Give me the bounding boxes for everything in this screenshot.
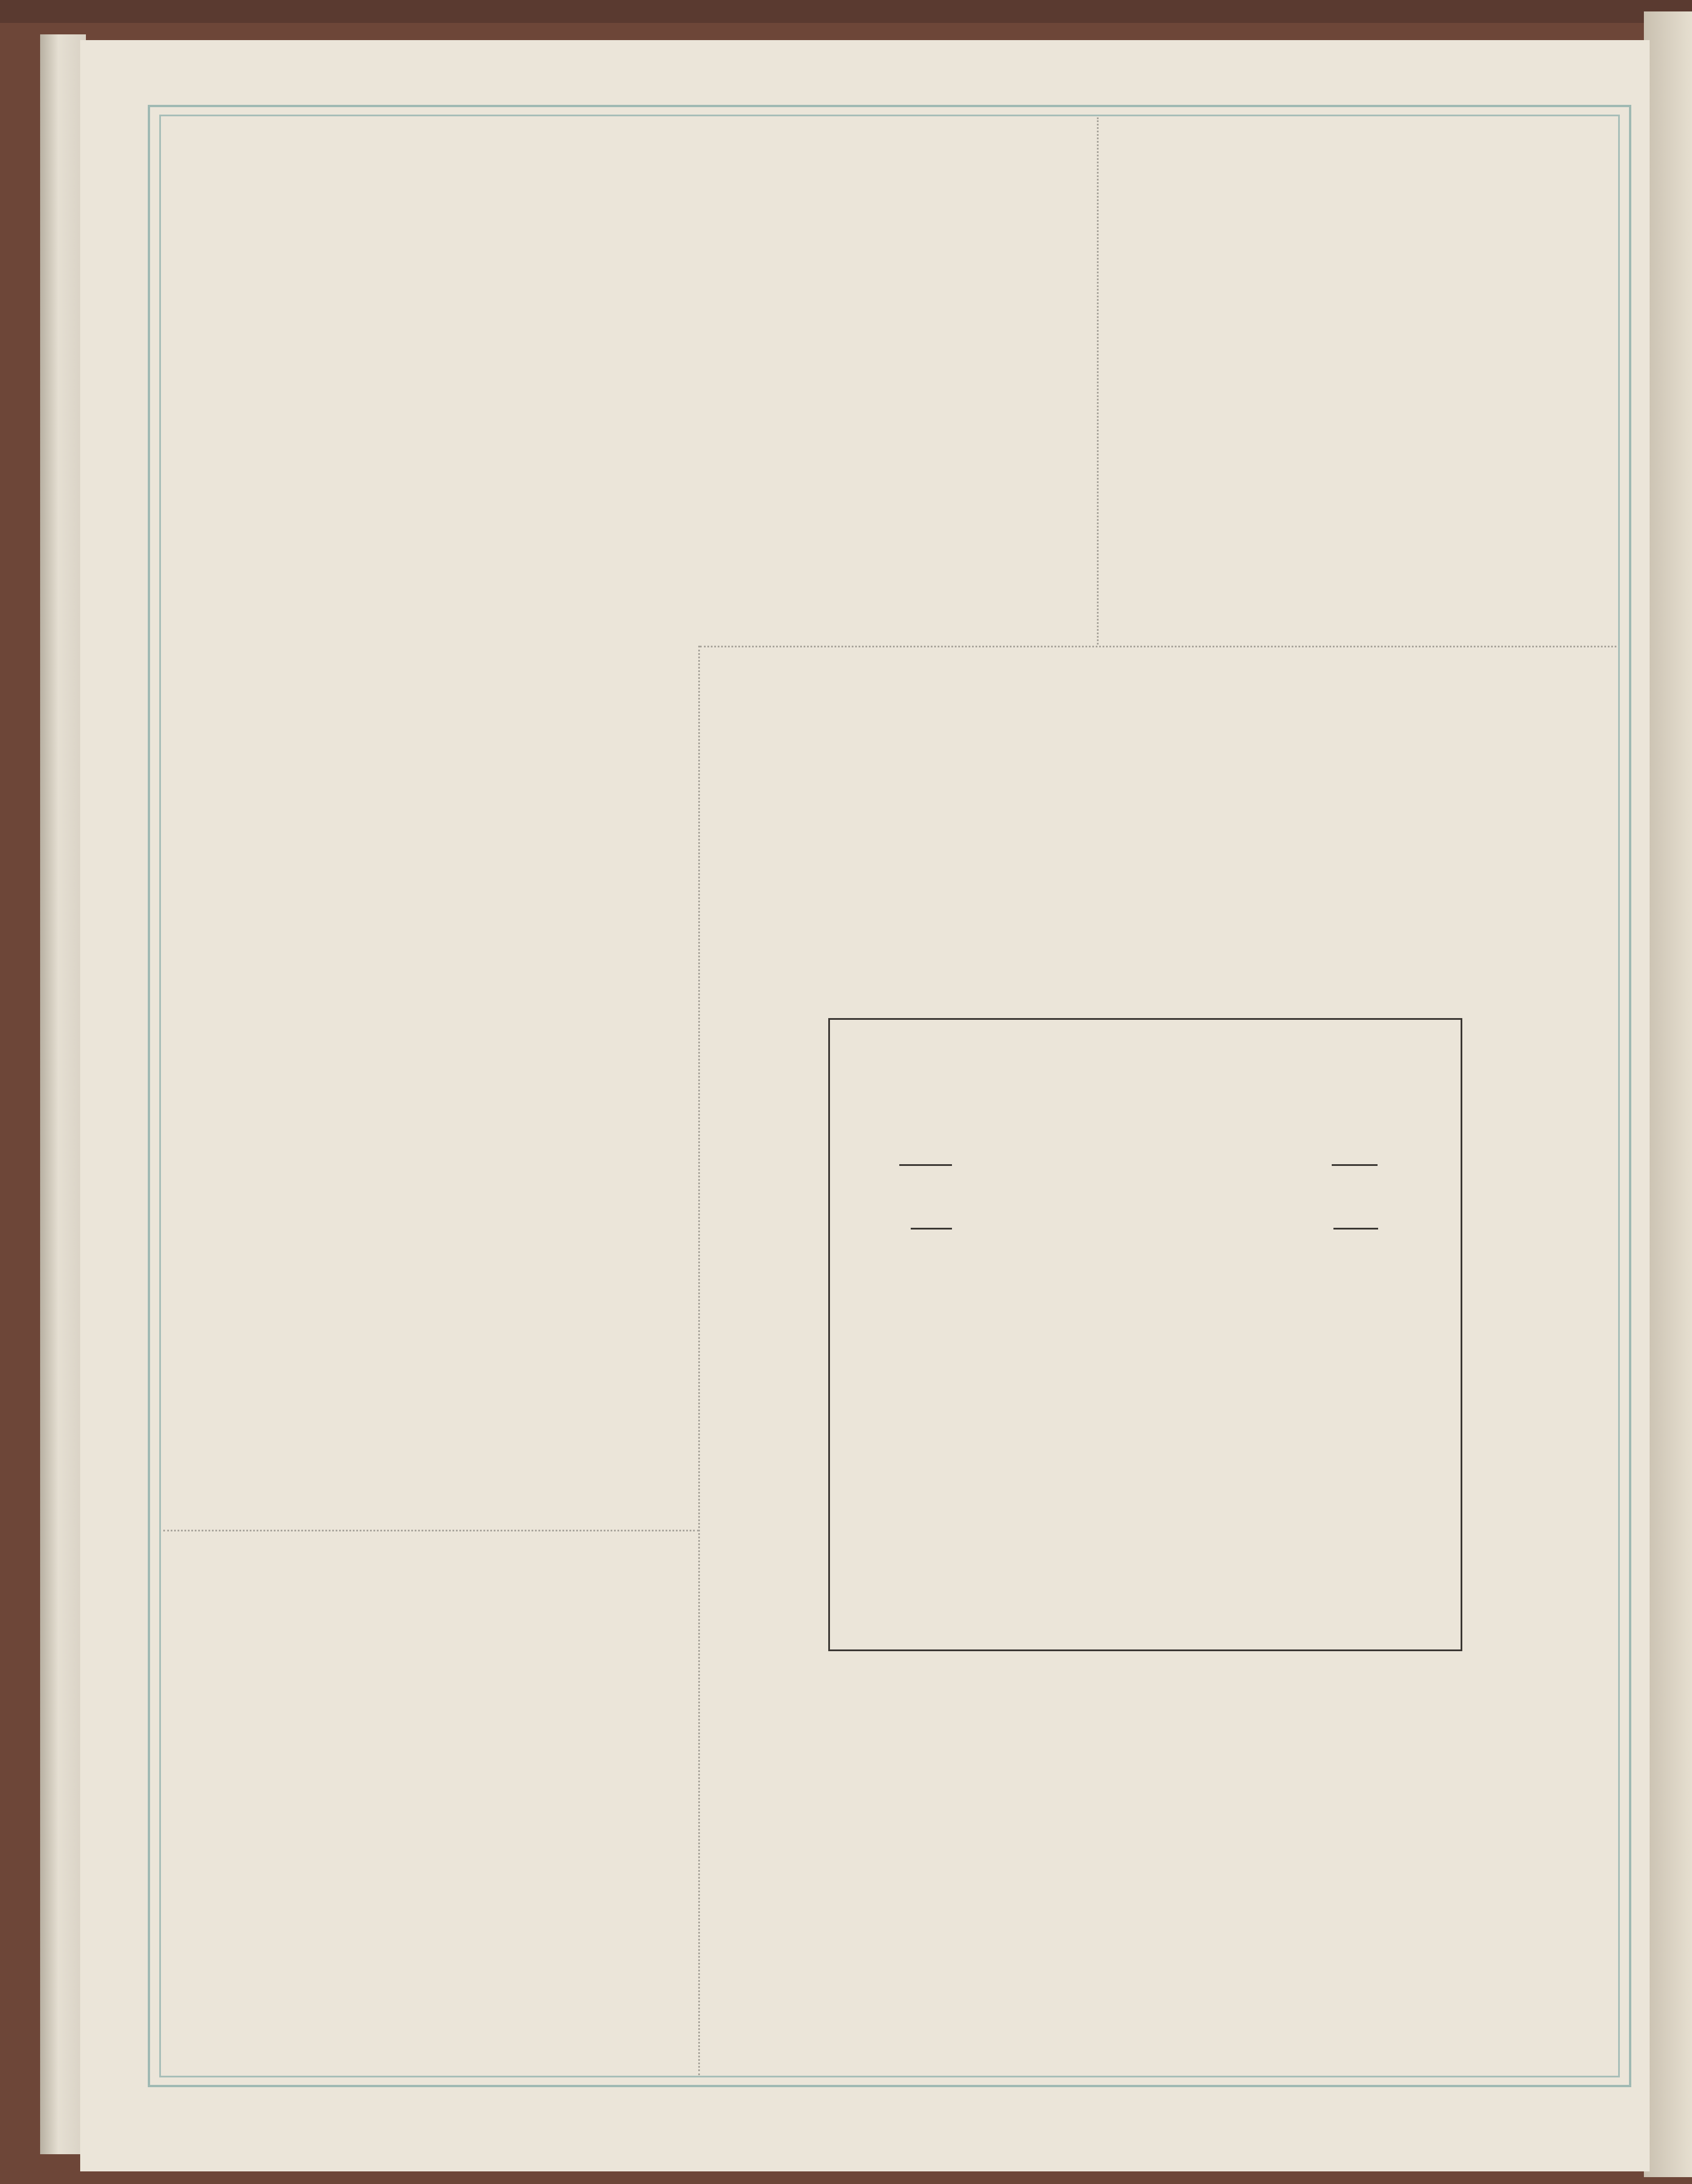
division-rule [1332, 1164, 1378, 1166]
next-page-edge [1644, 11, 1692, 2177]
answer-1 [845, 1073, 861, 1099]
division-rule [1333, 1228, 1378, 1230]
clip-mask [700, 882, 723, 1283]
divider-left-horizontal [163, 1530, 699, 1531]
process-box [828, 1018, 1462, 1651]
division-rule [899, 1164, 952, 1166]
answer-2 [1275, 1073, 1291, 1099]
divider-bottom-vertical [698, 646, 700, 2075]
page-stack [40, 34, 86, 2154]
divider-middle-horizontal [700, 646, 1616, 647]
division-rule [911, 1228, 952, 1230]
divider-top-vertical [1097, 117, 1099, 645]
